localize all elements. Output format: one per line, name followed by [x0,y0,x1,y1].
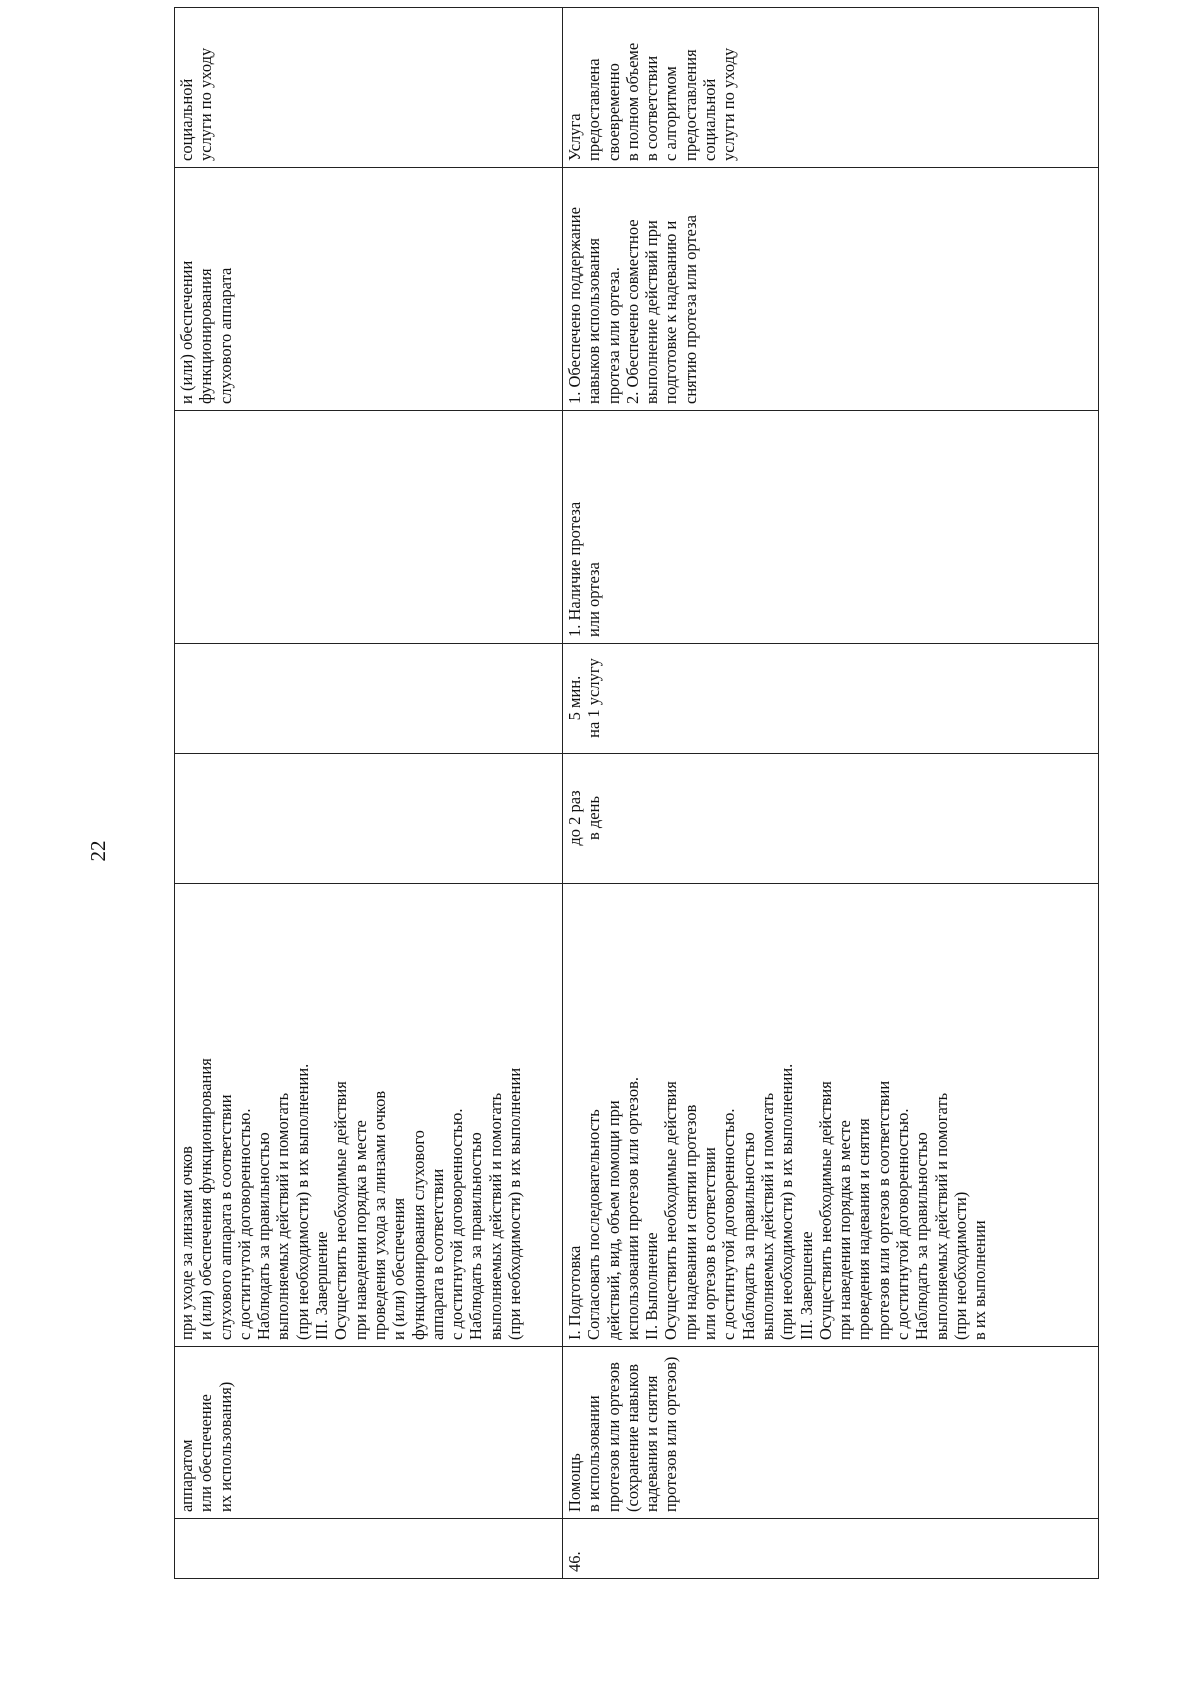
cell-line: при наведении порядка в месте [835,1120,855,1340]
cell-line: предоставлена [584,58,604,161]
cell-description [175,884,563,1347]
cell-time [175,644,563,754]
cell-description [563,884,1099,1347]
cell-line: выполняемых действий и помогать [931,1092,951,1340]
cell-line: с достигнутой договоренностью. [447,1108,467,1340]
cell-line: Осуществить необходимые действия [661,1081,681,1340]
cell-line: при наведении порядка в месте [350,1120,370,1340]
cell-line: III. Завершение [796,1231,816,1340]
cell-line: и (или) обеспечения [389,1197,409,1340]
cell-frequency [175,754,563,884]
cell-line: социальной [177,78,196,161]
cell-number [175,1519,563,1579]
cell-line: своевременно [603,63,623,161]
cell-line: с достигнутой договоренностью. [719,1108,739,1340]
cell-frequency [563,754,1099,884]
cell-line: социальной [700,78,720,161]
cell-line: 1. Обеспечено поддержание [565,207,584,404]
cell-line: в день [584,796,604,840]
cell-line: слухового аппарата в соответствии [215,1094,235,1340]
cell-line: в полном объеме [622,42,642,161]
cell-line: или ортеза [584,562,604,637]
cell-line: предоставления [680,49,700,161]
cell-line: протезов или ортезов в соответствии [873,1080,893,1340]
cell-line: Согласовать последовательность [584,1109,604,1340]
cell-line: протезов или ортезов [603,1362,623,1512]
table-row [175,8,563,1579]
cell-line: с достигнутой договоренностью. [234,1108,254,1340]
cell-number [563,1519,1099,1579]
cell-line: использовании протезов или ортезов. [622,1076,642,1340]
cell-line: Наблюдать за правильностью [466,1132,486,1340]
cell-line: в использовании [584,1395,604,1512]
cell-line: с алгоритмом [661,66,681,161]
cell-line: 2. Обеспечено совместное [622,219,642,404]
cell-line: (при необходимости) в их выполнении. [292,1063,312,1340]
cell-line: при надевании и снятии протезов [680,1104,700,1340]
cell-line: аппаратом [177,1439,196,1512]
cell-line: в их выполнении [970,1220,990,1340]
cell-conditions [563,411,1099,644]
cell-line: функционирования [196,268,216,404]
cell-quality [175,8,563,168]
table-row [563,8,1099,1579]
cell-line: выполняемых действий и помогать [485,1092,505,1340]
cell-line: Помощь [565,1453,584,1512]
cell-service-name [175,1347,563,1519]
cell-line: протеза или ортеза. [603,267,623,404]
cell-line: выполняемых действий и помогать [273,1092,293,1340]
cell-line: на 1 услугу [584,658,604,738]
cell-line: II. Выполнение [642,1232,662,1340]
cell-line: Осуществить необходимые действия [815,1081,835,1340]
cell-conditions [175,411,563,644]
cell-line: проведения надевания и снятия [854,1118,874,1340]
cell-line: Наблюдать за правильностью [738,1132,758,1340]
cell-line: протезов или ортезов) [661,1356,681,1512]
page-number: 22 [86,840,110,862]
cell-line: выполняемых действий и помогать [757,1092,777,1340]
cell-line: с достигнутой договоренностью. [893,1108,913,1340]
cell-line: III. Завершение [312,1231,332,1340]
cell-result [175,168,563,411]
cell-line: подготовке к надеванию и [661,220,681,404]
cell-line: аппарата в соответствии [427,1168,447,1340]
cell-line: выполнение действий при [642,220,662,404]
cell-line: слухового аппарата [215,267,235,404]
cell-line: услуги по уходу [196,47,216,161]
cell-line: (при необходимости) в их выполнении [505,1067,525,1340]
cell-line: при уходе за линзами очков [177,1146,196,1340]
cell-result [563,168,1099,411]
cell-line: Услуга [565,113,584,161]
cell-line: (при необходимости) [950,1191,970,1340]
cell-line: Наблюдать за правильностью [254,1132,274,1340]
services-table [174,7,1099,1579]
cell-line: навыков использования [584,238,604,404]
cell-line: или обеспечение [196,1394,216,1512]
cell-service-name [563,1347,1099,1519]
cell-line: Осуществить необходимые действия [331,1081,351,1340]
cell-line: снятию протеза или ортеза [680,215,700,404]
cell-line: в соответствии [642,55,662,161]
cell-line: и (или) обеспечения функционирования [196,1058,216,1340]
cell-line: и (или) обеспечении [177,260,196,404]
cell-line: или ортезов в соответствии [700,1147,720,1340]
cell-line: 46. [565,1551,584,1572]
cell-line: функционирования слухового [408,1130,428,1340]
cell-line: 5 мин. [565,675,584,721]
cell-line: надевания и снятия [642,1375,662,1512]
cell-line: проведения ухода за линзами очков [369,1090,389,1340]
cell-line: 1. Наличие протеза [565,501,584,637]
cell-line: действий, вид, объем помощи при [603,1100,623,1340]
cell-time [563,644,1099,754]
cell-line: I. Подготовка [565,1245,584,1340]
cell-quality [563,8,1099,168]
cell-line: (сохранение навыков [622,1364,642,1512]
rotated-page-content [174,42,1099,1579]
cell-line: до 2 раз [565,790,584,846]
cell-line: услуги по уходу [719,47,739,161]
cell-line: Наблюдать за правильностью [912,1132,932,1340]
cell-line: (при необходимости) в их выполнении. [777,1063,797,1340]
cell-line: их использования) [215,1381,235,1512]
